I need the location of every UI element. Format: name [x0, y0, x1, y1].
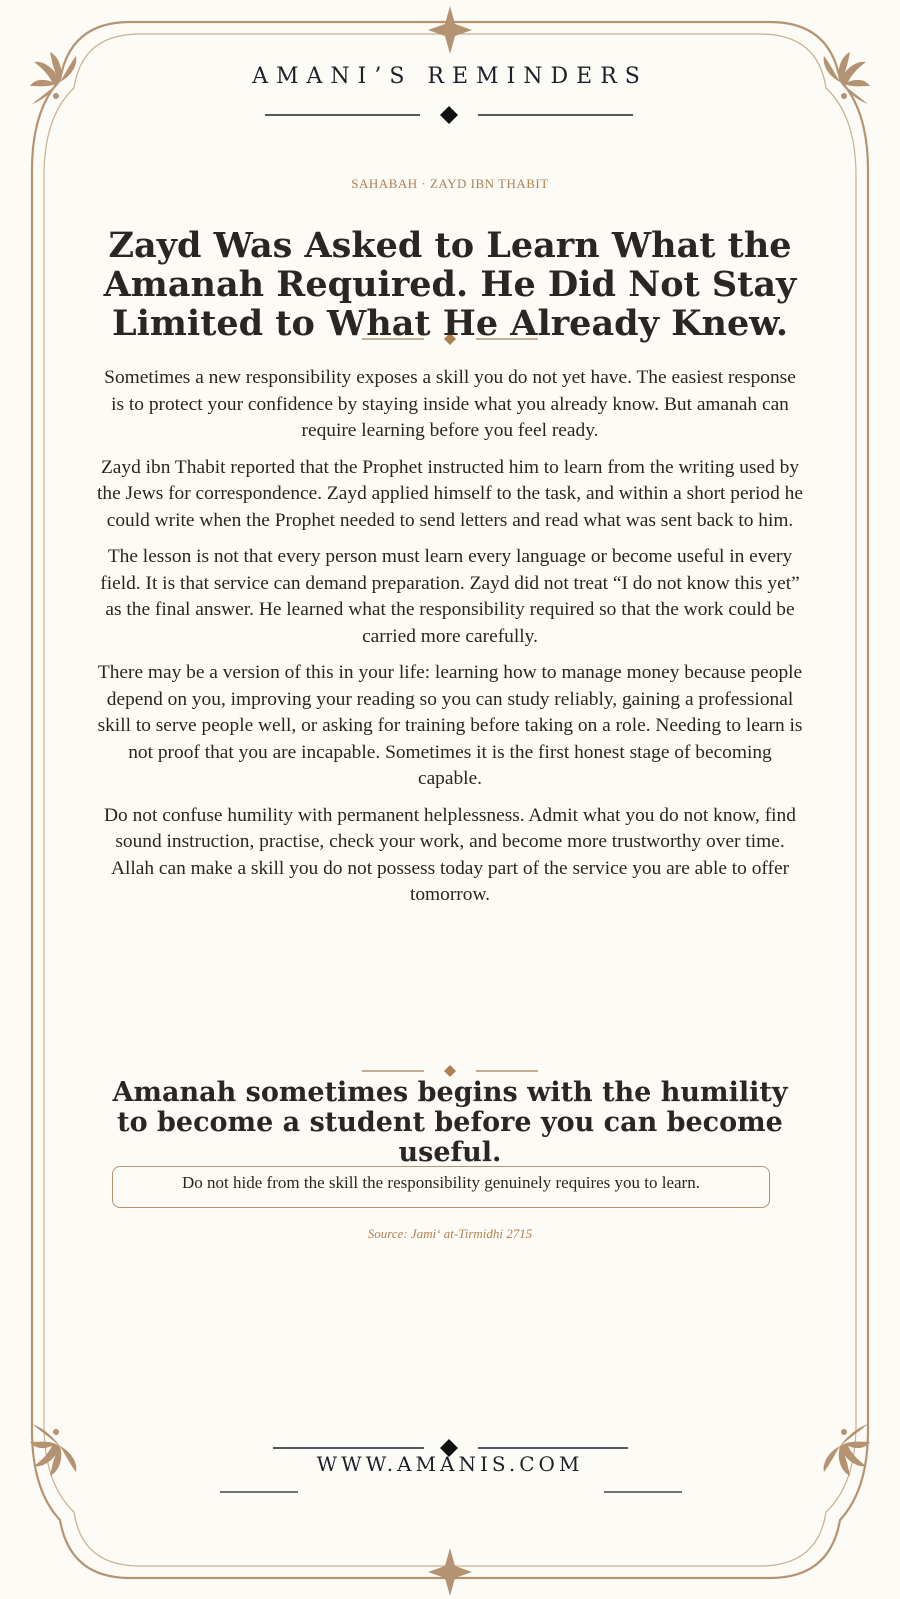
- paragraph: There may be a version of this in your life: learning how to manage money because people depend on you, improving your reading so you can study reliably, gaining a professional skill to serve people well, or asking for training before taking on a role. Needing to learn is not proof that you are incapable. Sometimes it is the first honest stage of becoming capable.: [97, 662, 803, 789]
- diamond-ornament-icon: [444, 1065, 456, 1077]
- paragraph: Sometimes a new responsibility exposes a skill you do not yet have. The easiest response is to protect your confidence by staying inside what you already know. But amanah can require learning before you feel ready.: [104, 367, 796, 441]
- star-ornament-icon: [428, 6, 472, 54]
- paragraph: Do not confuse humility with permanent helplessness. Admit what you do not know, find sound instruction, practise, check your work, and become more trustworthy over time. Allah can make a skill you do not possess today part of the service you are able to offer tomorrow.: [104, 804, 796, 905]
- diamond-ornament-icon: [440, 106, 458, 124]
- header-divider: [265, 106, 633, 124]
- article-title: Zayd Was Asked to Learn What the Amanah Required. He Did Not Stay Limited to What He Already Knew.: [103, 225, 797, 344]
- takeaway-headline: Amanah sometimes begins with the humility to become a student before you can become useful.: [112, 1077, 788, 1168]
- takeaway-divider: [362, 1065, 538, 1077]
- website-link[interactable]: WWW.AMANIS.COM: [316, 1452, 584, 1476]
- paragraph: Zayd ibn Thabit reported that the Prophet instructed him to learn from the writing used by the Jews for correspondence. Zayd applied himself to the task, and within a short period he could write when the Prophet needed to send letters and read what was sent back to him.: [97, 456, 803, 531]
- brand-title: AMANI’S REMINDERS: [252, 64, 648, 89]
- paragraph: The lesson is not that every person must learn every language or become useful in every field. It is that service can demand preparation. Zayd did not treat “I do not know this yet” as the final answer. He learned what the responsibility required so that the work could be carried more carefully.: [100, 546, 800, 647]
- category-kicker: SAHABAH · ZAYD IBN THABIT: [351, 176, 549, 191]
- article-body: [96, 365, 804, 919]
- reflection-prompt: Do not hide from the skill the responsibility genuinely requires you to learn.: [112, 1166, 770, 1208]
- source-citation: Source: Jami‘ at-Tirmidhi 2715: [367, 1226, 533, 1241]
- star-ornament-icon: [428, 1548, 472, 1596]
